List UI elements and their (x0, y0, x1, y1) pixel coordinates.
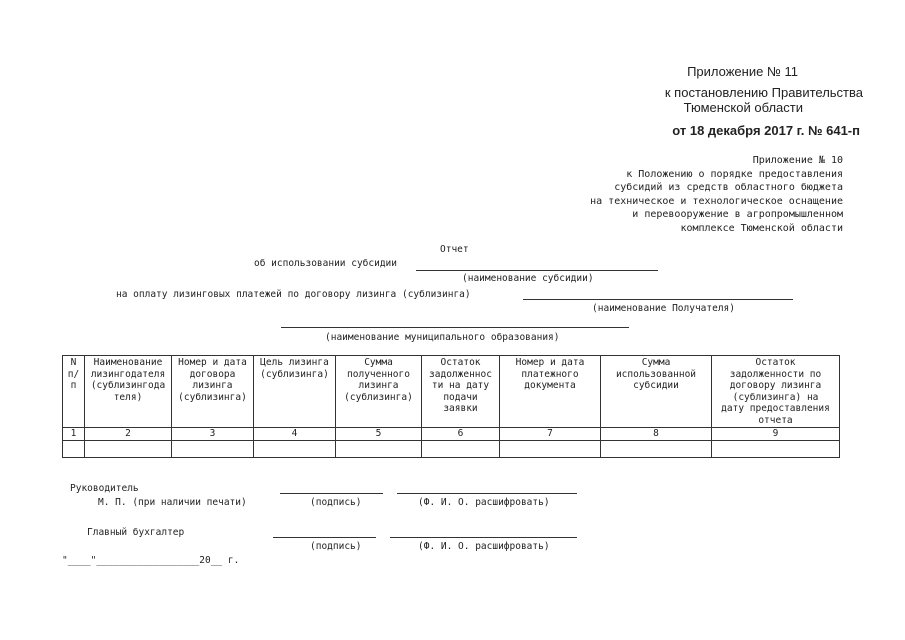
column-number-row (63, 428, 840, 441)
table-cell[interactable] (63, 440, 85, 457)
column-number: 1 (63, 428, 85, 441)
name-hint: (Ф. И. О. расшифровать) (418, 541, 550, 552)
annex-date-number: от 18 декабря 2017 г. № 641-п (672, 123, 860, 138)
signature-hint: (подпись) (310, 497, 362, 508)
lease-label: на оплату лизинговых платежей по договору лизинга (сублизинга) (116, 289, 471, 300)
signature-hint: (подпись) (310, 541, 362, 552)
head-signature-field[interactable] (280, 493, 383, 494)
col-header: Сумма использованной субсидии (601, 356, 712, 428)
head-name-field[interactable] (397, 493, 577, 494)
subsidy-label: об использовании субсидии (254, 258, 397, 269)
report-title: Отчет (440, 244, 469, 255)
name-hint: (Ф. И. О. расшифровать) (418, 497, 550, 508)
head-label: Руководитель (70, 483, 139, 494)
table-cell[interactable] (601, 440, 712, 457)
municipality-hint: (наименование муниципального образования) (325, 332, 560, 343)
table-cell[interactable] (254, 440, 336, 457)
report-table (62, 355, 840, 458)
table-row (63, 440, 840, 457)
table-cell[interactable] (85, 440, 172, 457)
column-number: 3 (172, 428, 254, 441)
table-cell[interactable] (500, 440, 601, 457)
col-header: Номер и дата платежного документа (500, 356, 601, 428)
accountant-name-field[interactable] (390, 537, 577, 538)
annex2-line: Приложение № 10 (752, 155, 843, 166)
annex-region: Тюменской области (683, 100, 803, 115)
col-header: N п/ п (63, 356, 85, 428)
annex2-line: к Положению о порядке предоставления (626, 168, 843, 180)
accountant-label: Главный бухгалтер (87, 527, 185, 538)
annex-number: Приложение № 11 (687, 64, 798, 79)
col-header: Наименование лизингодателя (сублизингода теля) (85, 356, 172, 428)
table-cell[interactable] (336, 440, 422, 457)
annex2-line: комплексе Тюменской области (680, 222, 843, 234)
date-field[interactable]: "____"__________________20__ г. (62, 555, 240, 566)
annex2-block (590, 154, 843, 235)
column-number: 9 (712, 428, 840, 441)
col-header: Сумма полученного лизинга (сублизинга) (336, 356, 422, 428)
column-number: 2 (85, 428, 172, 441)
seal-label: М. П. (при наличии печати) (98, 497, 247, 508)
table-cell[interactable] (172, 440, 254, 457)
col-header: Остаток задолженнос ти на дату подачи заявки (422, 356, 500, 428)
annex2-line: и перевооружение в агропромышленном (632, 209, 843, 220)
col-header: Остаток задолженности по договору лизинга (сублизинга) на дату предоставления отчета (712, 356, 840, 428)
col-header: Цель лизинга (сублизинга) (254, 356, 336, 428)
column-number: 5 (336, 428, 422, 441)
table-cell[interactable] (422, 440, 500, 457)
table-header-row (63, 356, 840, 428)
column-number: 6 (422, 428, 500, 441)
annex-to-resolution: к постановлению Правительства (664, 85, 863, 100)
municipality-field[interactable] (281, 327, 629, 328)
recipient-hint: (наименование Получателя) (592, 303, 735, 314)
accountant-signature-field[interactable] (273, 537, 376, 538)
subsidy-name-field[interactable] (416, 270, 658, 271)
column-number: 8 (601, 428, 712, 441)
subsidy-hint: (наименование субсидии) (462, 273, 594, 284)
column-number: 4 (254, 428, 336, 441)
recipient-name-field[interactable] (523, 299, 793, 300)
annex2-line: на техническое и технологическое оснащение (590, 195, 843, 207)
column-number: 7 (500, 428, 601, 441)
col-header: Номер и дата договора лизинга (сублизинга) (172, 356, 254, 428)
annex2-line: субсидий из средств областного бюджета (614, 182, 843, 193)
table-cell[interactable] (712, 440, 840, 457)
